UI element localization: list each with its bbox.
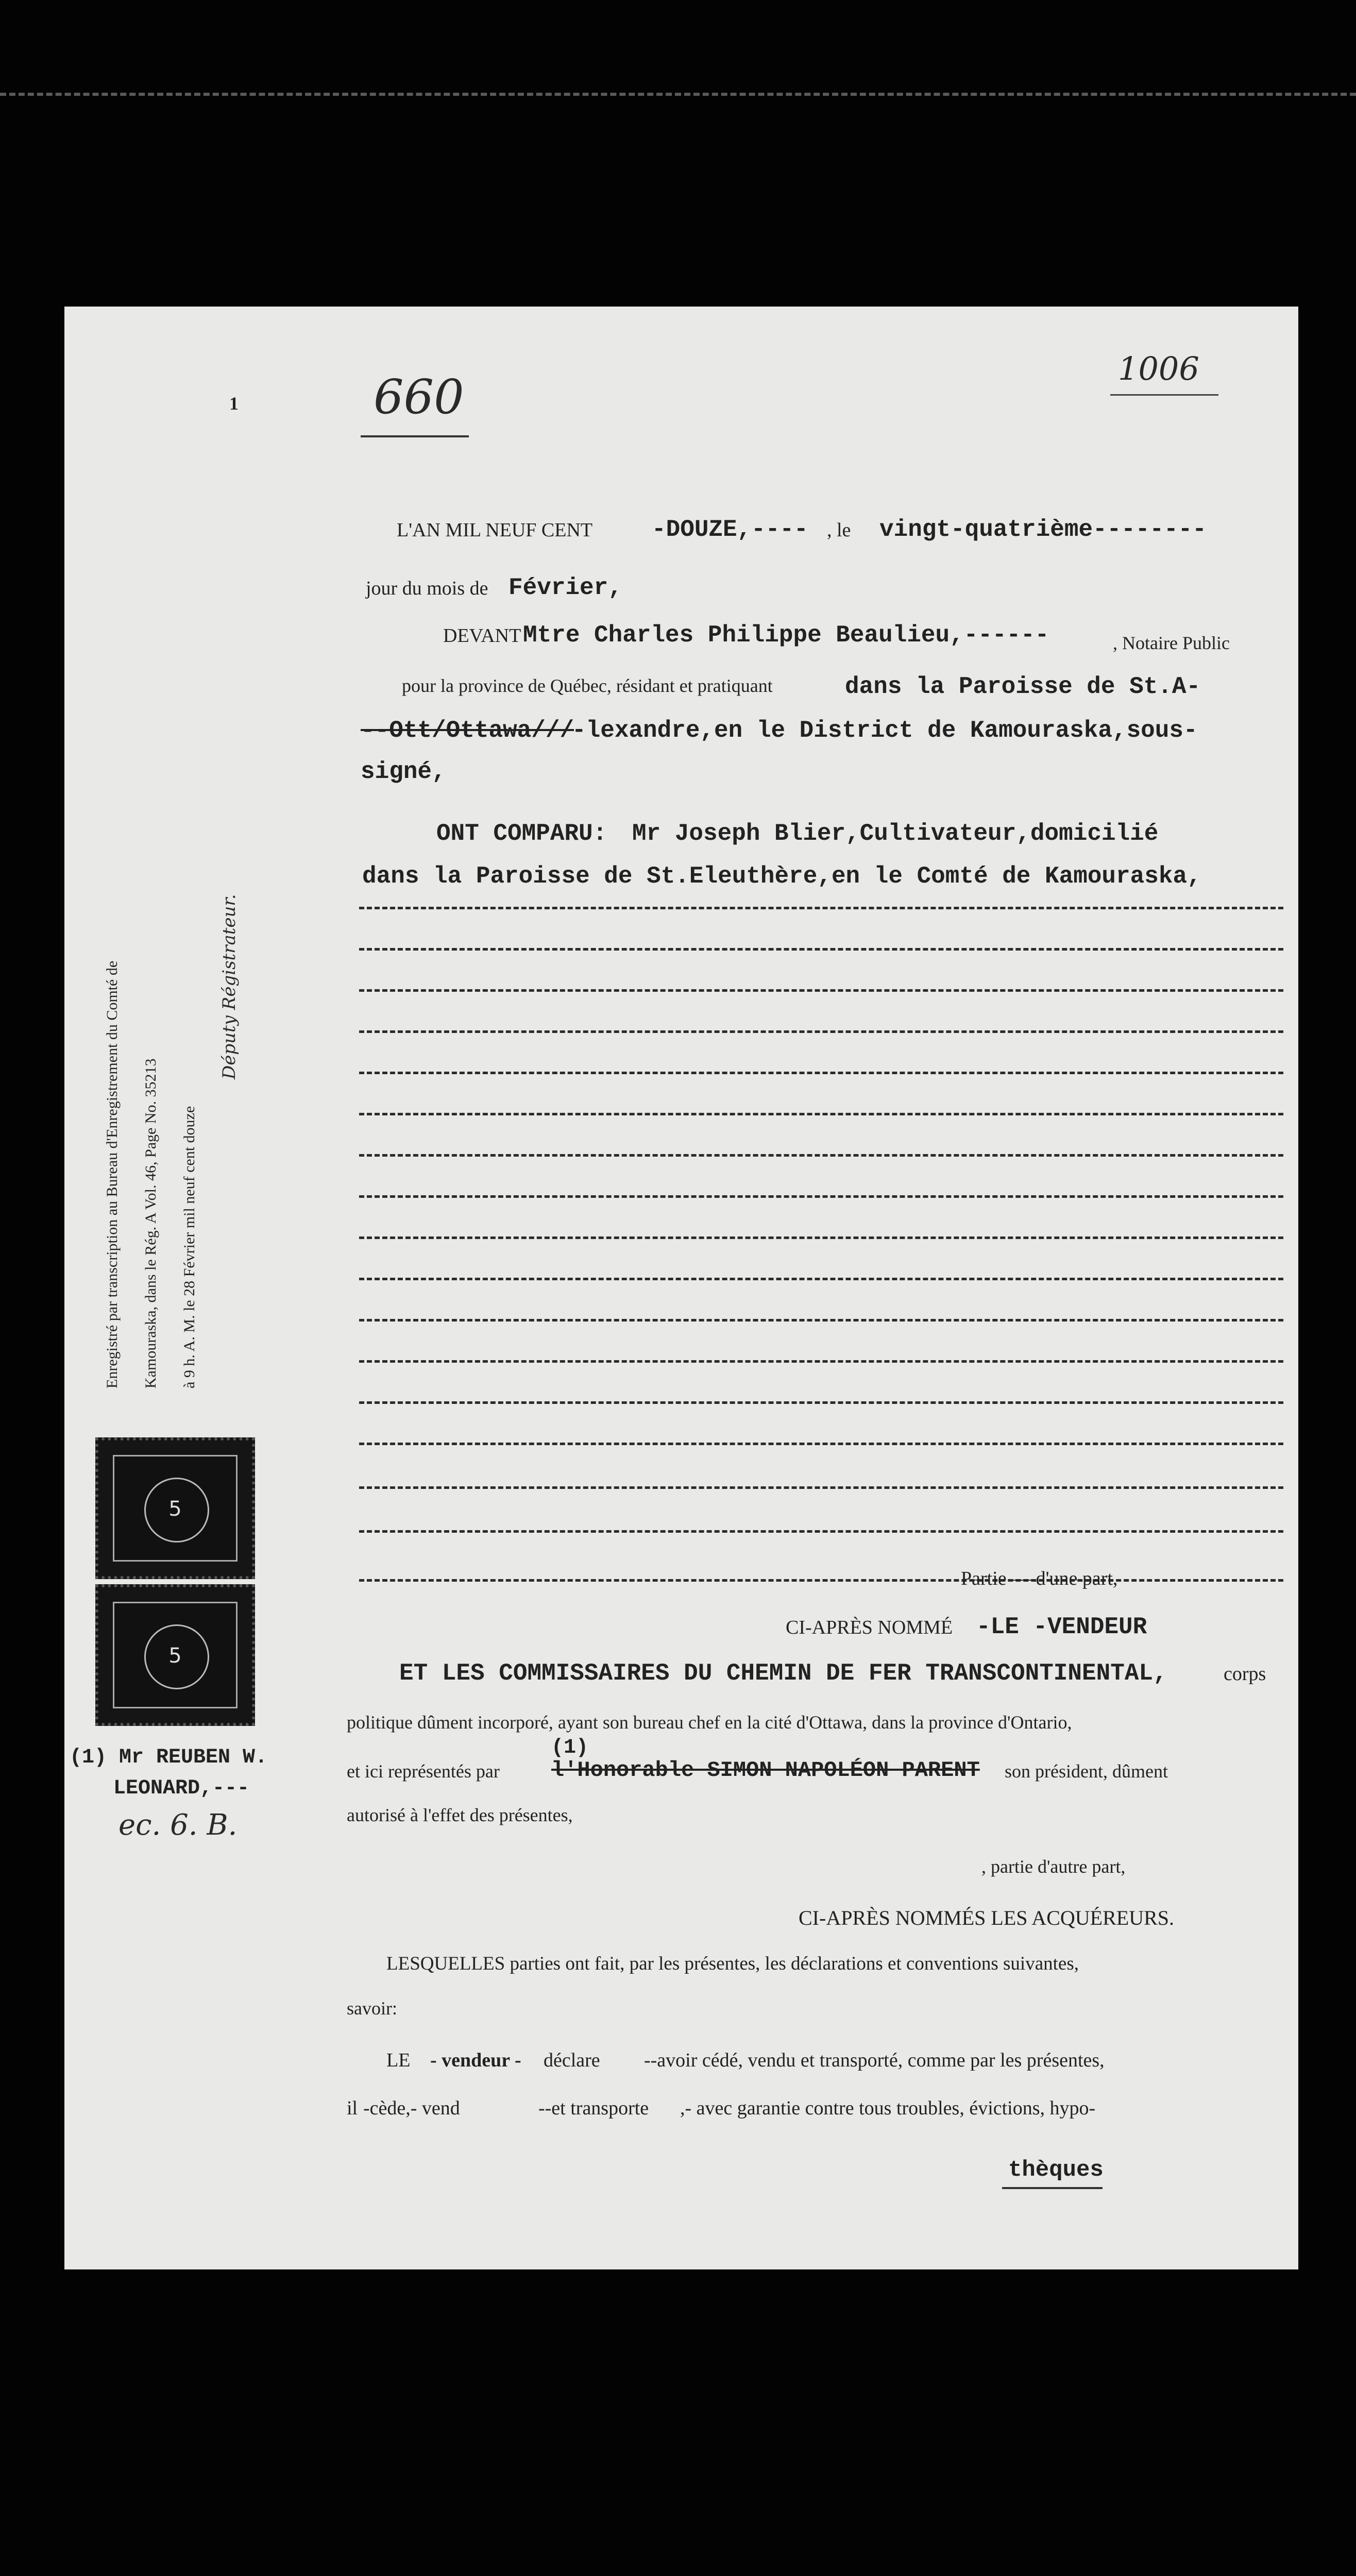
folio-number: 1006 — [1118, 350, 1199, 387]
filler-line — [359, 1443, 1283, 1445]
film-edge-line — [0, 93, 1356, 96]
registrar-signature: Députy Régistrateur. — [219, 894, 240, 1079]
filler-line — [359, 1401, 1283, 1404]
filler-line — [359, 1072, 1283, 1074]
garantie-text: ,- avec garantie contre tous troubles, évictions, hypo- — [680, 2097, 1096, 2119]
vendor-designation: -LE -VENDEUR — [976, 1614, 1147, 1640]
corporate-body-text: politique dûment incorporé, ayant son bureau chef en la cité d'Ottawa, dans la province d'Ontario, — [347, 1712, 1072, 1733]
certificate-line-2: Kamouraska, dans le Rég. A Vol. 46, Page No. 35213 — [142, 1058, 159, 1388]
certificate-line-3: à 9 h. A. M. le 28 Février mil neuf cent douze — [181, 1106, 198, 1388]
folio-underline — [1110, 394, 1218, 396]
savoir-text: savoir: — [347, 1998, 397, 2019]
authorized-text: autorisé à l'effet des présentes, — [347, 1805, 573, 1825]
filler-line — [359, 1319, 1283, 1321]
filler-line — [359, 1195, 1283, 1198]
lesquelles-text: LESQUELLES parties ont fait, par les présentes, les déclarations et conventions suivantes, — [386, 1953, 1079, 1974]
margin-note-line-1: (1) Mr REUBEN W. — [70, 1746, 268, 1769]
cede-vend-text: -cède,- vend — [363, 2097, 460, 2119]
intro-year-label: L'AN MIL NEUF CENT — [397, 519, 593, 541]
filler-line — [359, 1154, 1283, 1157]
party-one-domicile: dans la Paroisse de St.Eleuthère,en le Comté de Kamouraska, — [362, 863, 1201, 890]
partie-autre: , partie d'autre part, — [981, 1856, 1126, 1877]
stamp-value: 5 — [168, 1643, 182, 1668]
catchword: thèques — [1008, 2157, 1104, 2183]
declare-text: déclare — [544, 2049, 600, 2071]
filler-line — [359, 1030, 1283, 1033]
partie-une: Partie — d'une part, — [961, 1568, 1118, 1589]
filler-line — [359, 989, 1283, 992]
filler-line — [359, 1579, 1283, 1582]
deed-number-underline — [361, 435, 469, 437]
notary-title: , Notaire Public — [1113, 633, 1230, 653]
filler-line — [359, 1278, 1283, 1280]
filler-line — [359, 1486, 1283, 1489]
filler-line — [359, 1360, 1283, 1363]
le-text: LE — [386, 2049, 411, 2071]
vendeur-text: - vendeur - — [430, 2049, 521, 2071]
note-reference: (1) — [551, 1736, 589, 1759]
margin-note-initials: ec. 6. B. — [118, 1808, 238, 1842]
province-text: pour la province de Québec, résidant et pratiquant — [402, 675, 773, 696]
filler-line — [359, 907, 1283, 909]
signe-text: signé, — [361, 758, 446, 785]
registration-stamp — [95, 1437, 255, 1579]
struck-representative: l'Honorable SIMON NAPOLÉON PARENT — [551, 1758, 980, 1783]
filler-line — [359, 948, 1283, 951]
filler-line — [359, 1113, 1283, 1115]
intro-day: vingt-quatrième-------- — [879, 516, 1207, 543]
month-label: jour du mois de — [366, 578, 488, 599]
month-value: Février, — [508, 574, 622, 601]
parish-text: dans la Paroisse de St.A- — [845, 673, 1201, 700]
commissioners-line: ET LES COMMISSAIRES DU CHEMIN DE FER TRANSCONTINENTAL, — [399, 1660, 1167, 1687]
notary-name: Mtre Charles Philippe Beaulieu,------ — [523, 622, 1049, 649]
page-number: 1 — [229, 393, 239, 414]
filler-line — [359, 1530, 1283, 1533]
purchasers-designation: CI-APRÈS NOMMÉS LES ACQUÉREURS. — [799, 1906, 1175, 1929]
devant-label: DEVANT — [443, 625, 521, 647]
margin-note-line-2: LEONARD,--- — [113, 1777, 250, 1800]
il-text: il — [347, 2097, 358, 2119]
struck-place: --Ott/Ottawa/// — [361, 717, 574, 744]
stamp-value: 5 — [168, 1497, 182, 1521]
district-text: -lexandre,en le District de Kamouraska,sous- — [572, 717, 1198, 744]
transporte-text: --et transporte — [538, 2097, 649, 2119]
document-page — [64, 307, 1298, 2269]
intro-year: -DOUZE,---- — [652, 516, 808, 543]
deed-number: 660 — [374, 369, 464, 425]
corps-word: corps — [1224, 1663, 1266, 1685]
avoir-cede-text: --avoir cédé, vendu et transporté, comme par les présentes, — [644, 2049, 1105, 2071]
party-one: Mr Joseph Blier,Cultivateur,domicilié — [632, 820, 1159, 847]
vendor-designation-label: CI-APRÈS NOMMÉ — [786, 1617, 953, 1638]
represented-by-label: et ici représentés par — [347, 1761, 500, 1782]
comparu-label: ONT COMPARU: — [436, 820, 607, 847]
filler-line — [359, 1236, 1283, 1239]
catchword-underline — [1002, 2187, 1103, 2189]
registration-stamp — [95, 1584, 255, 1726]
president-text: son président, dûment — [1005, 1761, 1168, 1782]
intro-le: , le — [827, 519, 851, 541]
certificate-line-1: Enregistré par transcription au Bureau d'Enregistrement du Comté de — [104, 960, 121, 1388]
